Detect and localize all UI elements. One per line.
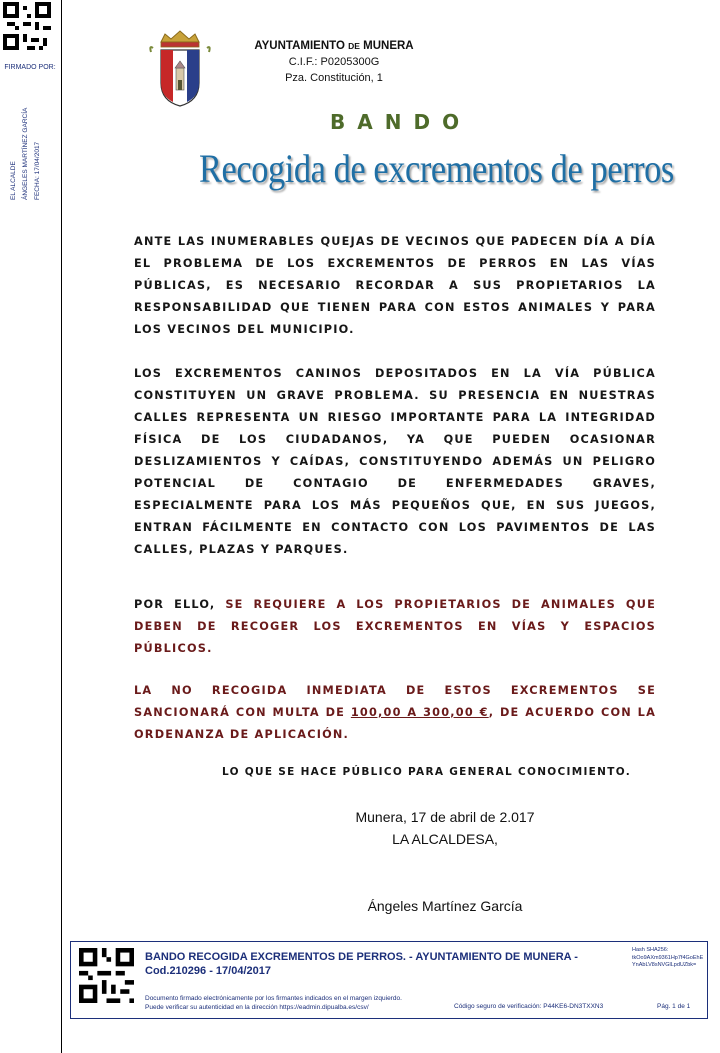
footer-note-line-2: Puede verificar su autenticidad en la dirección https://eadmin.dipualba.es/csv/	[145, 1004, 369, 1011]
footer-note-line-1: Documento firmado electrónicamente por los firmantes indicados en el margen izquierdo.	[145, 995, 402, 1002]
paragraph-1: ANTE LAS INUMERABLES QUEJAS DE VECINOS QUE PADECEN DÍA A DÍA EL PROBLEMA DE LOS EXCREMENTOS DE PERROS EN LAS VÍAS PÚBLICAS, ES NECESARIO RECORDAR A SUS PROPIETARIOS LA RESPONSABILIDAD QUE TIENEN PARA CON ESTOS ANIMALES Y PARA LOS VECINOS DEL MUNICIPIO.	[134, 235, 656, 336]
hash-label: Hash SHA256:	[632, 947, 669, 953]
address: Pza. Constitución, 1	[285, 72, 383, 84]
paragraph-3-lead: POR ELLO,	[134, 598, 216, 611]
footer-document-title: BANDO RECOGIDA EXCREMENTOS DE PERROS. - AYUNTAMIENTO DE MUNERA - Cod.210296 - 17/04/2017	[145, 951, 578, 977]
signer-full-name: Ángeles Martínez García	[367, 898, 523, 914]
verification-code: Código seguro de verificación: P44KE6-DN3TXXN3	[454, 1003, 604, 1010]
margin-rule	[61, 0, 62, 1053]
bando-heading: BANDO	[330, 110, 472, 134]
qr-code-icon	[79, 948, 134, 1003]
coat-of-arms-icon	[147, 28, 213, 108]
fine-amount: 100,00 A 300,00 €	[350, 706, 489, 719]
signature-stamp	[2, 92, 60, 202]
hash-value: tkOo9AXm9361Hp7f4GoEhEYnAbLV8sNVGlLpdUZbk=	[632, 954, 704, 968]
qr-code-icon	[3, 2, 51, 50]
paragraph-3	[134, 594, 656, 660]
page-title: Recogida de excrementos de perros	[199, 146, 674, 191]
town-hall-header	[229, 38, 439, 86]
paragraph-4-end: , DE ACUERDO CON LA ORDENANZA DE APLICACIÓN.	[134, 706, 657, 741]
signed-by-label: FIRMADO POR:	[4, 64, 56, 71]
town-hall-name: AYUNTAMIENTO DE MUNERA	[254, 40, 414, 52]
paragraph-4	[134, 680, 656, 746]
closing-line: LO QUE SE HACE PÚBLICO PARA GENERAL CONOCIMIENTO.	[222, 766, 631, 778]
footer-note	[145, 994, 402, 1012]
paragraph-2: LOS EXCREMENTOS CANINOS DEPOSITADOS EN LA VÍA PÚBLICA CONSTITUYEN UN GRAVE PROBLEMA. SU PRESENCIA EN NUESTRAS CALLES REPRESENTA UN RIESGO IMPORTANTE PARA LA INTEGRIDAD FÍSICA DE LOS CIUDADANOS, YA QUE PUEDEN OCASIONAR DESLIZAMIENTOS Y CAÍDAS, CONSTITUYENDO ADEMÁS UN PELIGRO POTENCIAL DE CONTAGIO DE ENFERMEDADES GRAVES, ESPECIALMENTE PARA LOS MÁS PEQUEÑOS QUE, EN SUS JUEGOS, ENTRAN FÁCILMENTE EN CONTACTO CON LOS PAVIMENTOS DE LAS CALLES, PLAZAS Y PARQUES.	[134, 367, 656, 556]
signer-role: EL ALCALDE	[10, 161, 17, 200]
signer-role-label: LA ALCALDESA,	[392, 831, 498, 847]
footer-hash	[632, 947, 704, 970]
place-date-block	[345, 806, 545, 850]
paragraph-3-requirement: SE REQUIERE A LOS PROPIETARIOS DE ANIMALES QUE DEBEN DE RECOGER LOS EXCREMENTOS EN VÍAS Y ESPACIOS PÚBLICOS.	[134, 598, 656, 655]
tax-id: C.I.F.: P0205300G	[288, 56, 380, 68]
page-number: Pág. 1 de 1	[657, 1003, 691, 1010]
signature-date: FECHA: 17/04/2017	[34, 141, 41, 200]
paragraph-4-text: LA NO RECOGIDA INMEDIATA DE ESTOS EXCREMENTOS SE SANCIONARÁ CON MULTA DE	[134, 684, 656, 719]
place-date: Munera, 17 de abril de 2.017	[355, 809, 535, 825]
signer-name: ÁNGELES MARTÍNEZ GARCÍA	[22, 107, 29, 200]
